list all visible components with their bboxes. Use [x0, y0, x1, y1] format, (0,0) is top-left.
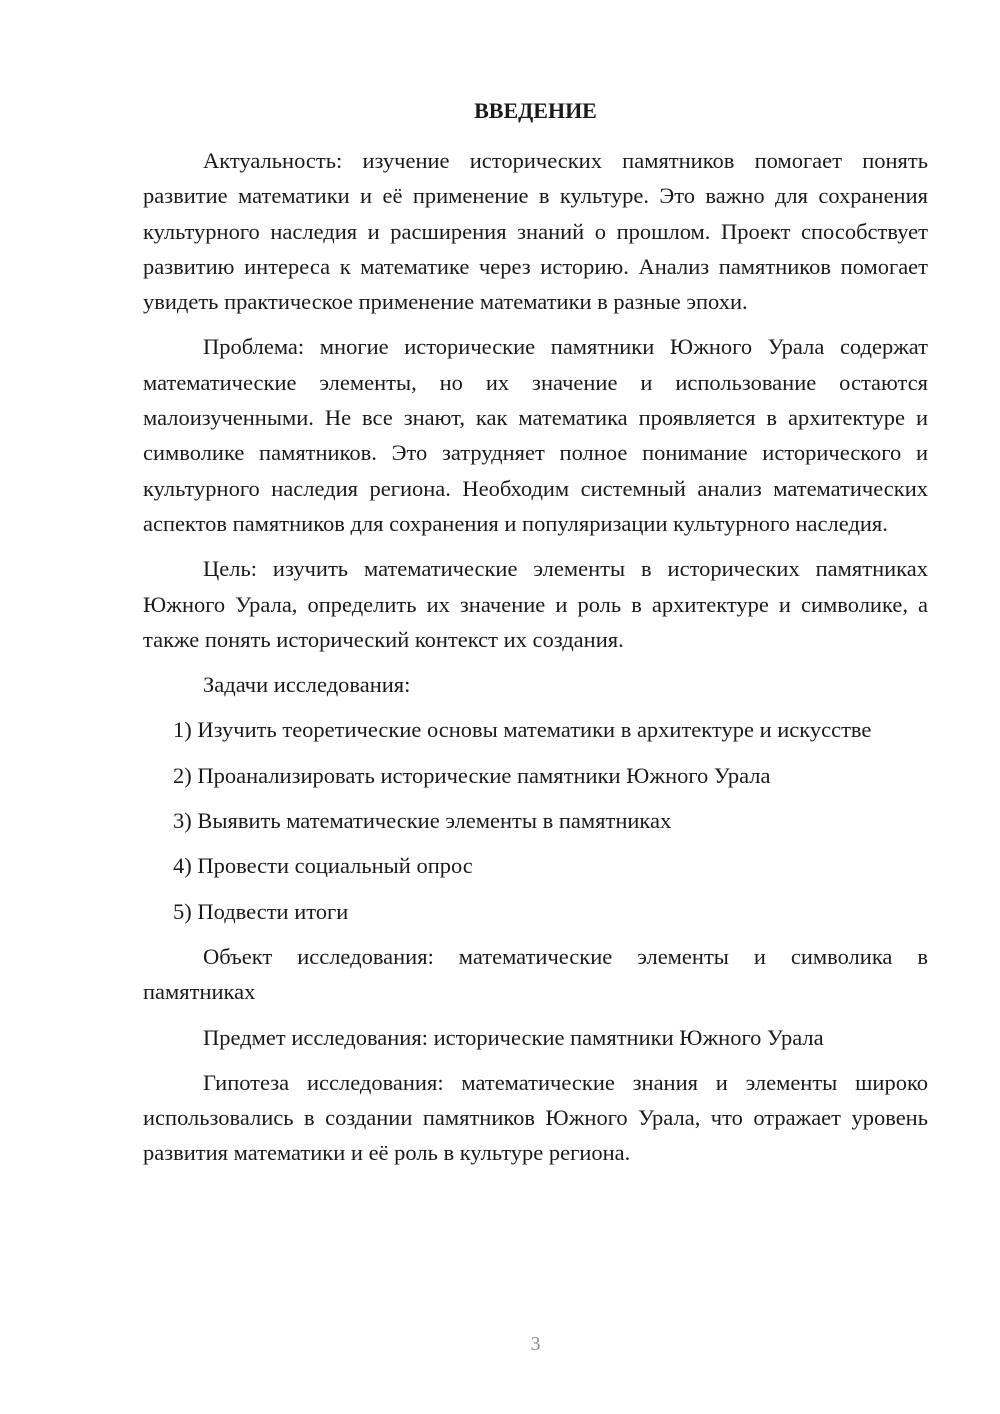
page-number: 3 [530, 1333, 541, 1355]
subject-paragraph: Предмет исследования: исторические памятники Южного Урала [203, 1024, 824, 1050]
task-item: 4) Провести социальный опрос [173, 853, 473, 879]
document-body [143, 143, 928, 1181]
object-paragraph: Объект исследования: математические элементы и символика в памятниках [143, 943, 928, 1005]
section-title: ВВЕДЕНИЕ [474, 98, 597, 123]
relevance-paragraph: Актуальность: изучение исторических памятников помогает понять развитие математики и её применение в культуре. Это важно для сохранения культурного наследия и расширения знаний о прошлом. Проект способствует развитию интереса к математике через историю. Анализ памятников помогает увидеть практическое применение математики в разные эпохи. [143, 148, 928, 315]
task-item: 3) Выявить математические элементы в памятниках [173, 808, 672, 834]
task-item: 1) Изучить теоретические основы математики в архитектуре и искусстве [173, 717, 872, 743]
goal-paragraph: Цель: изучить математические элементы в исторических памятниках Южного Урала, определить их значение и роль в архитектуре и символике, а также понять исторический контекст их создания. [143, 556, 928, 652]
tasks-heading: Задачи исследования: [203, 672, 411, 698]
document-page [143, 0, 928, 1414]
task-item: 5) Подвести итоги [173, 898, 349, 924]
hypothesis-paragraph: Гипотеза исследования: математические знания и элементы широко использовались в создании памятников Южного Урала, что отражает уровень развития математики и её роль в культуре региона. [143, 1069, 928, 1166]
task-item: 2) Проанализировать исторические памятники Южного Урала [173, 762, 771, 788]
problem-paragraph: Проблема: многие исторические памятники Южного Урала содержат математические элементы, но их значение и использование остаются малоизученными. Не все знают, как математика проявляется в архитектуре и символике памятников. Это затрудняет полное понимание исторического и культурного наследия региона. Необходим системный анализ математических аспектов памятников для сохранения и популяризации культурного наследия. [143, 334, 928, 536]
